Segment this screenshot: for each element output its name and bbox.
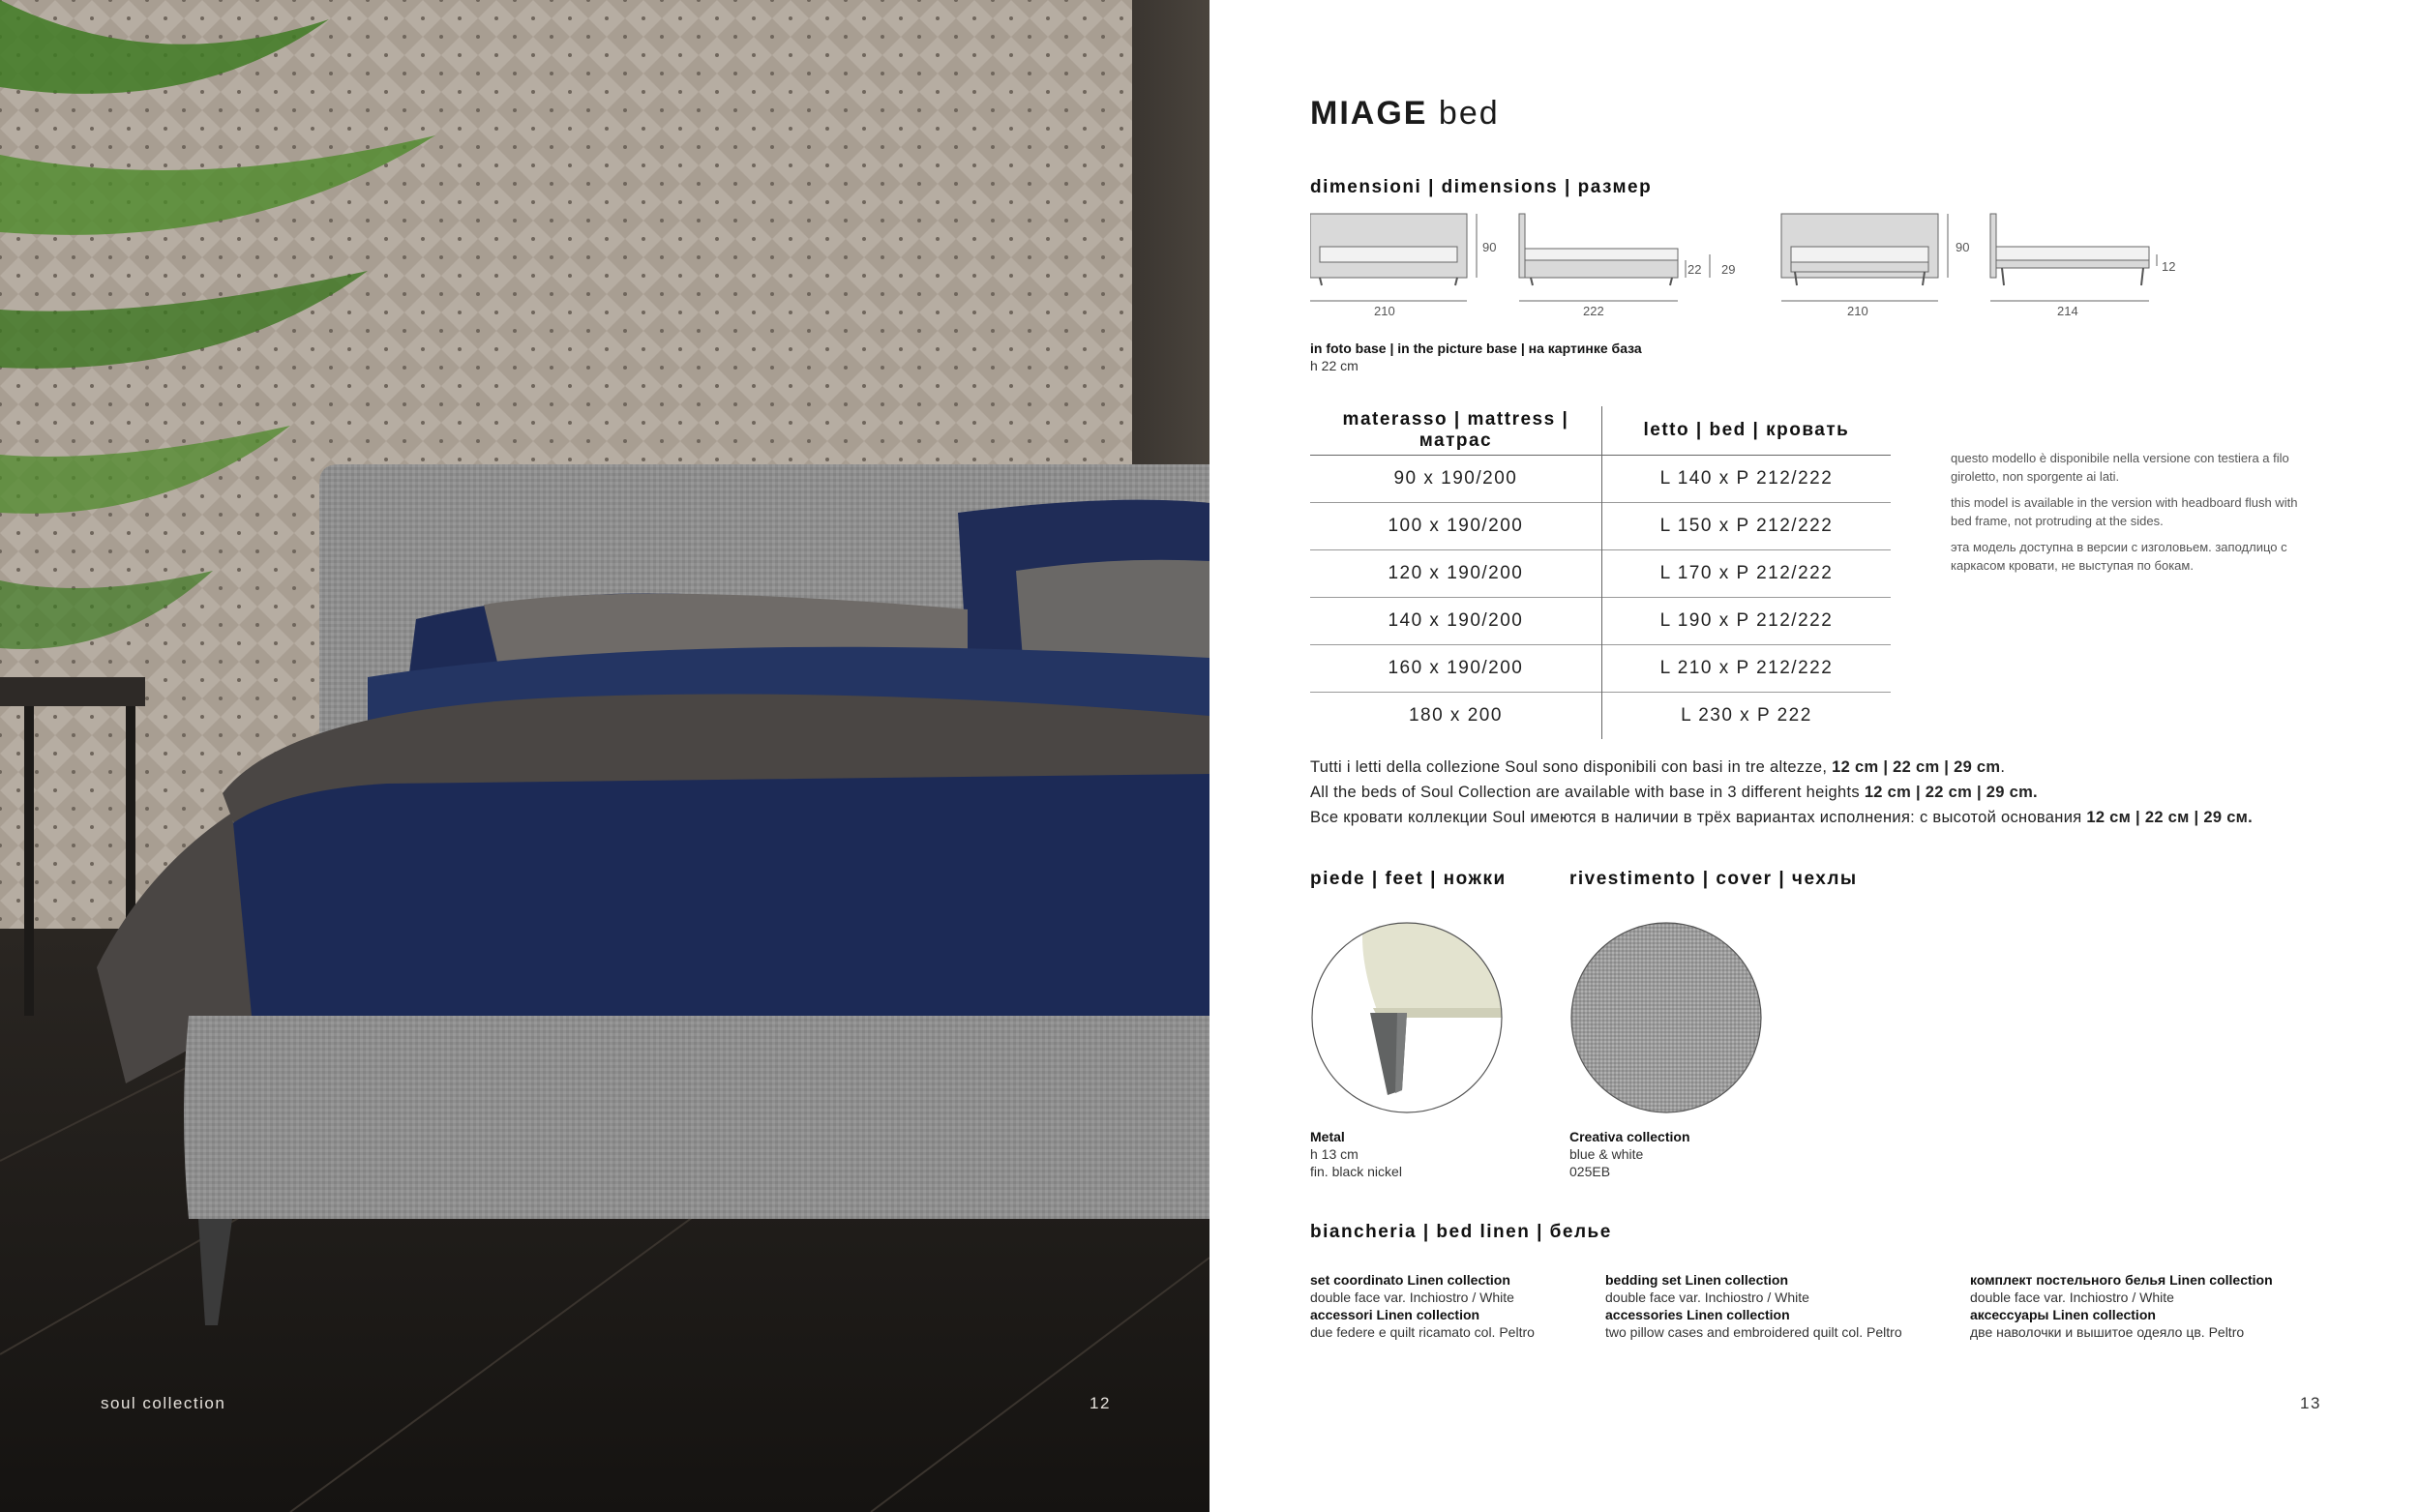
side-view-drawing <box>1519 214 1710 301</box>
dim-height-1: 90 <box>1482 240 1497 254</box>
right-page <box>1210 0 2419 1512</box>
cover-name: Creativa collection <box>1569 1129 1690 1144</box>
feet-finish: fin. black nickel <box>1310 1164 1402 1179</box>
feet-name: Metal <box>1310 1129 1345 1144</box>
product-type: bed <box>1438 95 1500 132</box>
feet-height: h 13 cm <box>1310 1146 1359 1162</box>
cover-code: 025EB <box>1569 1164 1611 1179</box>
note-italian: questo modello è disponibile nella versione con testiera a filo giroletto, non sporgente ai lati. <box>1951 451 2289 484</box>
table-row <box>1310 503 1891 550</box>
note-russian: эта модель доступна в версии с изголовьем. заподлицо с каркасом кровати, не выступая по бокам. <box>1951 540 2287 573</box>
linen-column-italian: set coordinato Linen collection double face var. Inchiostro / White accessori Linen collection due federe e quilt ricamato col. Peltro <box>1310 1272 1535 1340</box>
dim-h1-2: 22 <box>1687 262 1702 277</box>
product-name: MIAGE <box>1310 95 1428 132</box>
mattress-size: 100 x 190/200 <box>1310 503 1601 550</box>
dim-h2-2: 29 <box>1721 262 1736 277</box>
bed-size: L 190 x P 212/222 <box>1659 610 1834 631</box>
table-header-row <box>1310 406 1891 456</box>
bed-size: L 140 x P 212/222 <box>1659 468 1834 489</box>
dim-h1-4: 12 <box>2162 259 2176 274</box>
dim-height-3: 90 <box>1956 240 1970 254</box>
linen-heading: biancheria | bed linen | белье <box>1310 1222 1612 1242</box>
table-row <box>1310 598 1891 645</box>
page-number-left: 12 <box>1090 1394 1111 1412</box>
table-row <box>1310 550 1891 598</box>
linen-column-english: bedding set Linen collection double face var. Inchiostro / White accessories Linen collection two pillow cases and embroidered quilt col. Peltro <box>1605 1272 1902 1340</box>
base-note-label: in foto base | in the picture base | на картинке база <box>1310 341 1642 356</box>
bed-size: L 170 x P 212/222 <box>1659 563 1834 583</box>
table-row <box>1310 693 1891 740</box>
table-row <box>1310 645 1891 693</box>
bed-size: L 230 x P 222 <box>1681 705 1812 726</box>
dimension-drawings <box>1310 208 2162 324</box>
heights-russian: Все кровати коллекции Soul имеются в наличии в трёх вариантах исполнения: с высотой основания 12 см | 22 см | 29 см. <box>1310 809 2254 826</box>
dim-depth-4: 214 <box>2057 304 2078 318</box>
mattress-size: 160 x 190/200 <box>1310 645 1601 693</box>
dim-depth-2: 222 <box>1583 304 1604 318</box>
dim-width-1: 210 <box>1374 304 1395 318</box>
mattress-size: 90 x 190/200 <box>1310 456 1601 503</box>
mattress-column-header: materasso | mattress | матрас <box>1310 406 1601 456</box>
product-title <box>1310 95 1500 133</box>
base-note <box>1310 340 1642 374</box>
cover-heading: rivestimento | cover | чехлы <box>1569 869 1858 889</box>
mattress-size: 140 x 190/200 <box>1310 598 1601 645</box>
heights-english: All the beds of Soul Collection are available with base in 3 different heights 12 cm | 22 cm | 29 cm. <box>1310 784 2038 801</box>
side-view-drawing-2 <box>1990 214 2157 301</box>
headboard-note <box>1951 449 2299 582</box>
base-heights-text <box>1310 755 2374 830</box>
front-view-drawing-2 <box>1781 214 1948 301</box>
table-row <box>1310 456 1891 503</box>
dim-width-3: 210 <box>1847 304 1868 318</box>
front-view-drawing <box>1310 214 1477 301</box>
bed-size: L 210 x P 212/222 <box>1659 658 1834 678</box>
feet-description <box>1310 1128 1402 1180</box>
feet-heading: piede | feet | ножки <box>1310 869 1507 889</box>
base-note-value: h 22 cm <box>1310 358 1359 373</box>
linen-column-russian: комплект постельного белья Linen collection double face var. Inchiostro / White аксессуары Linen collection две наволочки и вышитое одеяло цв. Peltro <box>1970 1272 2273 1340</box>
cover-description <box>1569 1128 1690 1180</box>
feet-swatch-image <box>1310 921 1504 1114</box>
cover-swatch-image <box>1569 921 1763 1114</box>
sizes-table <box>1310 406 1891 739</box>
footer-collection-name: soul collection <box>101 1394 226 1412</box>
dimensions-heading: dimensioni | dimensions | размер <box>1310 177 1653 197</box>
page-number-right: 13 <box>2300 1394 2321 1412</box>
mattress-size: 180 x 200 <box>1310 693 1601 740</box>
mattress-size: 120 x 190/200 <box>1310 550 1601 598</box>
bed-column-header: letto | bed | кровать <box>1643 420 1850 440</box>
bed-size: L 150 x P 212/222 <box>1659 516 1834 536</box>
heights-italian: Tutti i letti della collezione Soul sono disponibili con basi in tre altezze, 12 cm | 22 cm | 29 cm. <box>1310 758 2006 776</box>
cover-colour: blue & white <box>1569 1146 1644 1162</box>
note-english: this model is available in the version with headboard flush with bed frame, not protruding at the sides. <box>1951 495 2298 528</box>
